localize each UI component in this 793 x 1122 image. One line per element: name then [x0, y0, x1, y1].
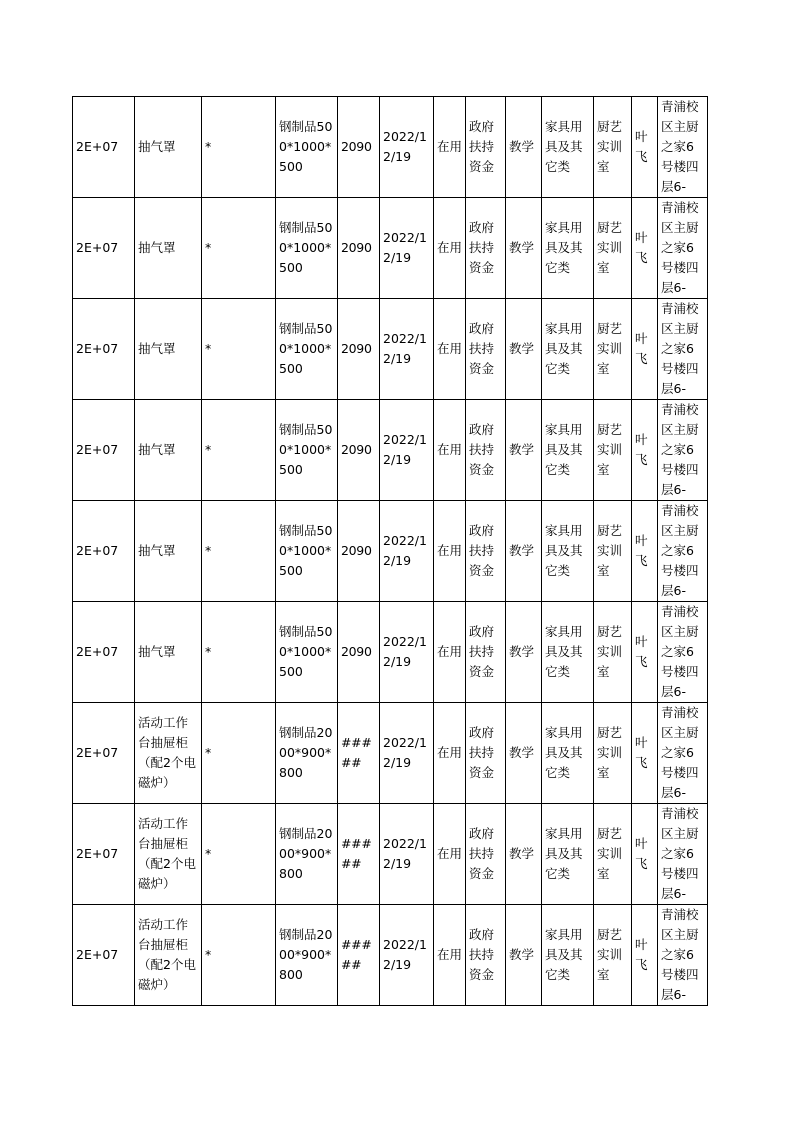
usage-purpose-cell: 教学 [506, 804, 542, 905]
asset-code-cell: 2E+07 [73, 501, 135, 602]
asset-name-cell: 抽气罩 [135, 400, 202, 501]
room-name-cell: 厨艺实训室 [594, 299, 632, 400]
asset-value-cell: 2090 [338, 501, 380, 602]
purchase-date-cell: 2022/12/19 [380, 905, 434, 1006]
fund-source-cell: 政府扶持资金 [466, 501, 506, 602]
asset-mark-cell: * [202, 804, 276, 905]
asset-name-cell: 抽气罩 [135, 602, 202, 703]
usage-status-cell: 在用 [434, 400, 466, 501]
asset-value-cell: 2090 [338, 97, 380, 198]
asset-spec-cell: 钢制品500*1000*500 [276, 400, 338, 501]
asset-mark-cell: * [202, 703, 276, 804]
fund-source-cell: 政府扶持资金 [466, 804, 506, 905]
asset-value-cell: 2090 [338, 299, 380, 400]
asset-table-body [73, 97, 708, 1006]
asset-category-cell: 家具用具及其它类 [542, 703, 594, 804]
asset-spec-cell: 钢制品2000*900*800 [276, 804, 338, 905]
asset-value-cell: 2090 [338, 198, 380, 299]
asset-name-cell: 活动工作台抽屉柜（配2个电磁炉） [135, 703, 202, 804]
purchase-date-cell: 2022/12/19 [380, 602, 434, 703]
storage-location-cell: 青浦校区主厨之家6号楼四层6- [658, 198, 708, 299]
room-name-cell: 厨艺实训室 [594, 602, 632, 703]
table-row [73, 198, 708, 299]
usage-status-cell: 在用 [434, 804, 466, 905]
fund-source-cell: 政府扶持资金 [466, 97, 506, 198]
asset-mark-cell: * [202, 602, 276, 703]
asset-spec-cell: 钢制品500*1000*500 [276, 602, 338, 703]
custodian-cell: 叶飞 [632, 501, 658, 602]
room-name-cell: 厨艺实训室 [594, 501, 632, 602]
usage-status-cell: 在用 [434, 602, 466, 703]
table-row [73, 97, 708, 198]
storage-location-cell: 青浦校区主厨之家6号楼四层6- [658, 602, 708, 703]
asset-category-cell: 家具用具及其它类 [542, 501, 594, 602]
asset-category-cell: 家具用具及其它类 [542, 299, 594, 400]
usage-purpose-cell: 教学 [506, 400, 542, 501]
room-name-cell: 厨艺实训室 [594, 97, 632, 198]
asset-code-cell: 2E+07 [73, 703, 135, 804]
asset-category-cell: 家具用具及其它类 [542, 804, 594, 905]
asset-spec-cell: 钢制品500*1000*500 [276, 198, 338, 299]
usage-purpose-cell: 教学 [506, 198, 542, 299]
asset-category-cell: 家具用具及其它类 [542, 97, 594, 198]
purchase-date-cell: 2022/12/19 [380, 198, 434, 299]
asset-spec-cell: 钢制品2000*900*800 [276, 905, 338, 1006]
usage-status-cell: 在用 [434, 198, 466, 299]
room-name-cell: 厨艺实训室 [594, 905, 632, 1006]
storage-location-cell: 青浦校区主厨之家6号楼四层6- [658, 905, 708, 1006]
asset-spec-cell: 钢制品500*1000*500 [276, 501, 338, 602]
fund-source-cell: 政府扶持资金 [466, 299, 506, 400]
asset-code-cell: 2E+07 [73, 97, 135, 198]
table-row [73, 299, 708, 400]
room-name-cell: 厨艺实训室 [594, 198, 632, 299]
custodian-cell: 叶飞 [632, 198, 658, 299]
fund-source-cell: 政府扶持资金 [466, 400, 506, 501]
room-name-cell: 厨艺实训室 [594, 703, 632, 804]
asset-code-cell: 2E+07 [73, 905, 135, 1006]
asset-value-cell: ##### [338, 905, 380, 1006]
asset-spec-cell: 钢制品2000*900*800 [276, 703, 338, 804]
table-row [73, 400, 708, 501]
table-row [73, 804, 708, 905]
usage-status-cell: 在用 [434, 501, 466, 602]
usage-status-cell: 在用 [434, 97, 466, 198]
usage-purpose-cell: 教学 [506, 703, 542, 804]
asset-code-cell: 2E+07 [73, 804, 135, 905]
asset-mark-cell: * [202, 299, 276, 400]
table-row [73, 905, 708, 1006]
custodian-cell: 叶飞 [632, 602, 658, 703]
fund-source-cell: 政府扶持资金 [466, 905, 506, 1006]
storage-location-cell: 青浦校区主厨之家6号楼四层6- [658, 299, 708, 400]
asset-code-cell: 2E+07 [73, 198, 135, 299]
asset-spec-cell: 钢制品500*1000*500 [276, 97, 338, 198]
asset-name-cell: 活动工作台抽屉柜（配2个电磁炉） [135, 804, 202, 905]
usage-purpose-cell: 教学 [506, 501, 542, 602]
storage-location-cell: 青浦校区主厨之家6号楼四层6- [658, 703, 708, 804]
asset-code-cell: 2E+07 [73, 400, 135, 501]
usage-purpose-cell: 教学 [506, 299, 542, 400]
asset-name-cell: 抽气罩 [135, 198, 202, 299]
asset-table [72, 96, 708, 1006]
asset-value-cell: ##### [338, 703, 380, 804]
fund-source-cell: 政府扶持资金 [466, 703, 506, 804]
asset-code-cell: 2E+07 [73, 602, 135, 703]
asset-category-cell: 家具用具及其它类 [542, 905, 594, 1006]
custodian-cell: 叶飞 [632, 299, 658, 400]
custodian-cell: 叶飞 [632, 97, 658, 198]
custodian-cell: 叶飞 [632, 905, 658, 1006]
table-row [73, 703, 708, 804]
table-row [73, 602, 708, 703]
asset-mark-cell: * [202, 198, 276, 299]
purchase-date-cell: 2022/12/19 [380, 804, 434, 905]
custodian-cell: 叶飞 [632, 804, 658, 905]
usage-purpose-cell: 教学 [506, 602, 542, 703]
fund-source-cell: 政府扶持资金 [466, 602, 506, 703]
custodian-cell: 叶飞 [632, 703, 658, 804]
asset-spec-cell: 钢制品500*1000*500 [276, 299, 338, 400]
purchase-date-cell: 2022/12/19 [380, 299, 434, 400]
asset-name-cell: 抽气罩 [135, 299, 202, 400]
usage-status-cell: 在用 [434, 905, 466, 1006]
asset-category-cell: 家具用具及其它类 [542, 400, 594, 501]
storage-location-cell: 青浦校区主厨之家6号楼四层6- [658, 400, 708, 501]
storage-location-cell: 青浦校区主厨之家6号楼四层6- [658, 501, 708, 602]
room-name-cell: 厨艺实训室 [594, 804, 632, 905]
storage-location-cell: 青浦校区主厨之家6号楼四层6- [658, 804, 708, 905]
asset-name-cell: 抽气罩 [135, 501, 202, 602]
asset-mark-cell: * [202, 400, 276, 501]
asset-value-cell: 2090 [338, 602, 380, 703]
asset-mark-cell: * [202, 97, 276, 198]
asset-value-cell: ##### [338, 804, 380, 905]
storage-location-cell: 青浦校区主厨之家6号楼四层6- [658, 97, 708, 198]
custodian-cell: 叶飞 [632, 400, 658, 501]
room-name-cell: 厨艺实训室 [594, 400, 632, 501]
asset-value-cell: 2090 [338, 400, 380, 501]
usage-purpose-cell: 教学 [506, 905, 542, 1006]
purchase-date-cell: 2022/12/19 [380, 400, 434, 501]
usage-status-cell: 在用 [434, 703, 466, 804]
table-row [73, 501, 708, 602]
asset-code-cell: 2E+07 [73, 299, 135, 400]
asset-name-cell: 活动工作台抽屉柜（配2个电磁炉） [135, 905, 202, 1006]
purchase-date-cell: 2022/12/19 [380, 97, 434, 198]
fund-source-cell: 政府扶持资金 [466, 198, 506, 299]
usage-purpose-cell: 教学 [506, 97, 542, 198]
asset-category-cell: 家具用具及其它类 [542, 198, 594, 299]
asset-category-cell: 家具用具及其它类 [542, 602, 594, 703]
purchase-date-cell: 2022/12/19 [380, 501, 434, 602]
usage-status-cell: 在用 [434, 299, 466, 400]
asset-name-cell: 抽气罩 [135, 97, 202, 198]
purchase-date-cell: 2022/12/19 [380, 703, 434, 804]
asset-mark-cell: * [202, 501, 276, 602]
asset-mark-cell: * [202, 905, 276, 1006]
